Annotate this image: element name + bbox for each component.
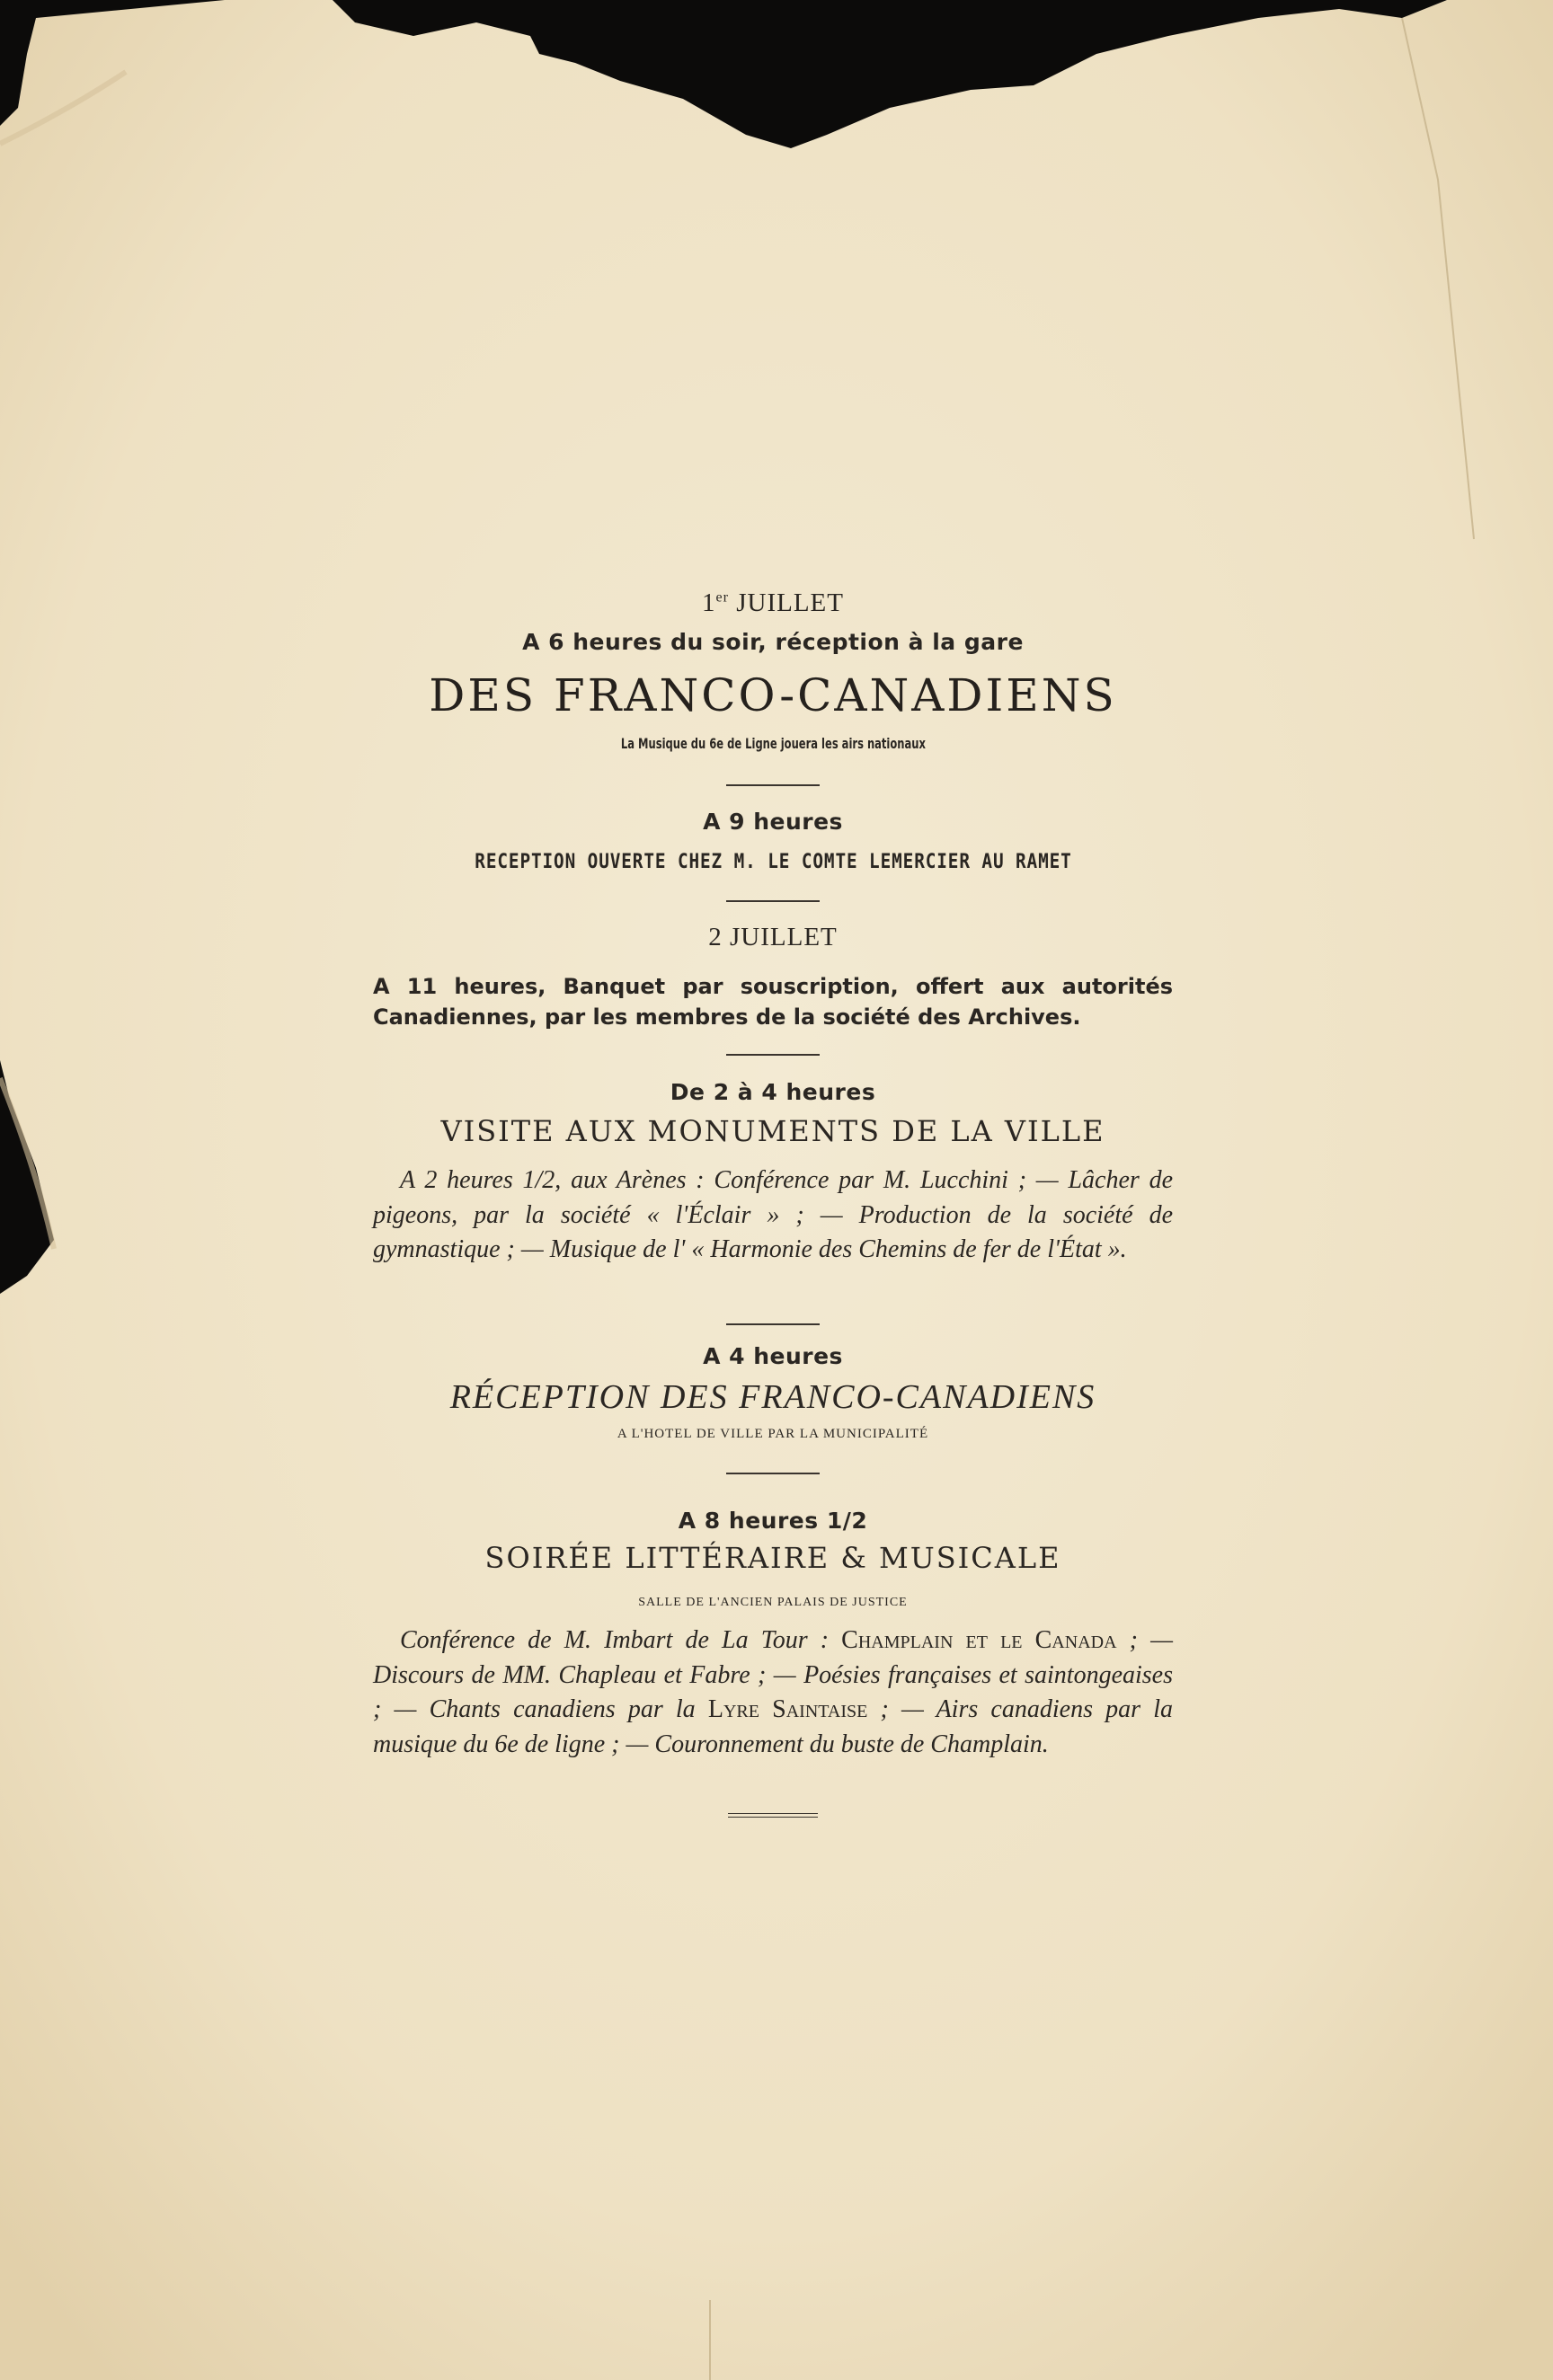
reception-subtitle: A L'HOTEL DE VILLE PAR LA MUNICIPALITÉ bbox=[617, 1427, 929, 1441]
day1-time-station: A 6 heures du soir, réception à la gare bbox=[522, 629, 1024, 655]
day1-date-month: JUILLET bbox=[736, 588, 844, 617]
reception-comte-lemercier: RECEPTION OUVERTE CHEZ M. LE COMTE LEMERCIER AU RAMET bbox=[474, 851, 1072, 873]
divider-rule bbox=[726, 1323, 820, 1325]
soiree-text-part1: Conférence de M. Imbart de La Tour : bbox=[400, 1626, 842, 1654]
banquet-paragraph: A 11 heures, Banquet par souscription, offert aux autorités Canadiennes, par les membres de la société des Archives. bbox=[373, 974, 1173, 1030]
soiree-time: A 8 heures 1/2 bbox=[678, 1508, 868, 1534]
heading-reception-franco-canadiens: RÉCEPTION DES FRANCO-CANADIENS bbox=[449, 1378, 1096, 1416]
soiree-text-part2: ; — Discours de MM. Chapleau et Fabre ; — Poésies françaises et saintongeaises ; — Chants canadiens par la bbox=[373, 1626, 1173, 1723]
divider-rule bbox=[726, 900, 820, 902]
day1-time-evening: A 9 heures bbox=[703, 809, 843, 835]
heading-visite-monuments: VISITE AUX MONUMENTS DE LA VILLE bbox=[440, 1114, 1105, 1148]
closing-double-rule bbox=[728, 1813, 818, 1814]
day1-date bbox=[368, 588, 1177, 618]
day2-date: 2 JUILLET bbox=[708, 923, 838, 951]
divider-rule bbox=[726, 1054, 820, 1056]
soiree-paragraph bbox=[373, 1624, 1173, 1762]
soiree-text-part3: ; — Airs canadiens par la musique du 6e de ligne ; — Couronnement du buste de Champlain. bbox=[373, 1695, 1174, 1758]
music-subtitle: La Musique du 6e de Ligne jouera les airs nationaux bbox=[620, 735, 926, 752]
day1-date-suffix: er bbox=[715, 589, 729, 606]
soiree-lyre-saintaise: Lyre Saintaise bbox=[707, 1695, 868, 1723]
reception-time: A 4 heures bbox=[703, 1343, 843, 1369]
divider-rule bbox=[726, 784, 820, 786]
heading-franco-canadiens: DES FRANCO-CANADIENS bbox=[429, 669, 1117, 721]
soiree-subtitle: SALLE DE L'ANCIEN PALAIS DE JUSTICE bbox=[638, 1596, 908, 1609]
divider-rule bbox=[726, 1473, 820, 1474]
heading-soiree: SOIRÉE LITTÉRAIRE & MUSICALE bbox=[484, 1541, 1061, 1575]
visit-time: De 2 à 4 heures bbox=[670, 1079, 876, 1105]
day1-date-number: 1 bbox=[702, 588, 716, 617]
visit-paragraph: A 2 heures 1/2, aux Arènes : Conférence par M. Lucchini ; — Lâcher de pigeons, par la société « l'Éclair » ; — Production de la société de gymnastique ; — Musique de l' « Harmonie des Chemins de fer de l'État ». bbox=[373, 1166, 1173, 1263]
soiree-champlain-canada: Champlain et le Canada bbox=[841, 1626, 1117, 1654]
